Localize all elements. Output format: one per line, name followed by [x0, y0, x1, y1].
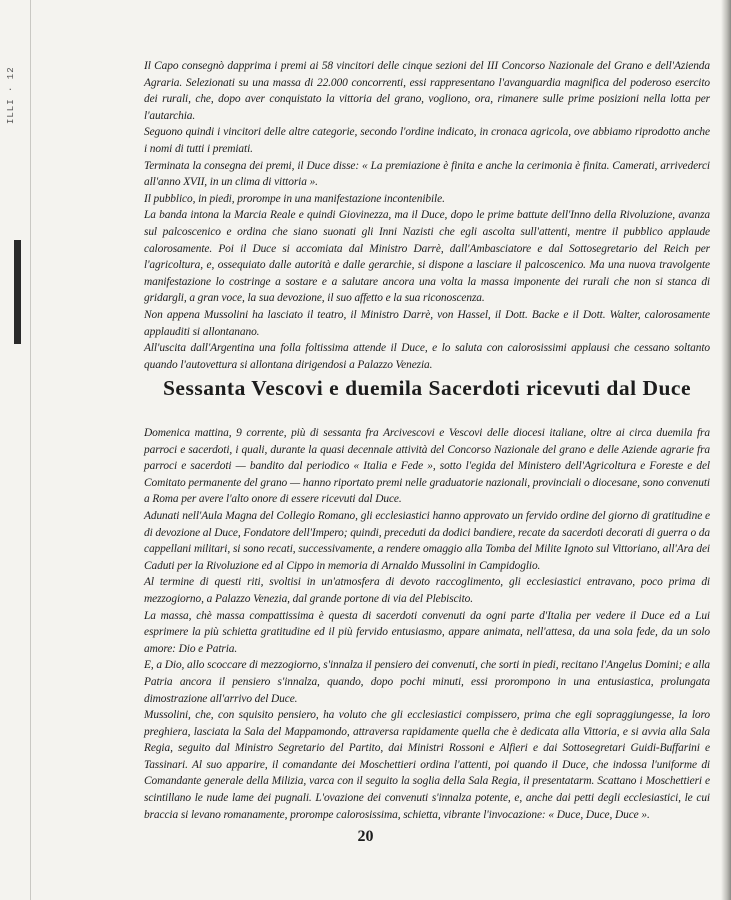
paragraph: Seguono quindi i vincitori delle altre categorie, secondo l'ordine indicato, in cronaca agricola, ove abbiamo riprodotto anche i nomi di tutti i premiati.: [144, 126, 710, 155]
scan-margin-label: ILLI · 12: [6, 66, 16, 124]
paragraph: Non appena Mussolini ha lasciato il teatro, il Ministro Darrè, von Hassel, il Dott. Backe e il Dott. Walter, calorosamente applauditi si allontanano.: [144, 308, 710, 338]
paragraph: Terminata la consegna dei premi, il Duce disse: « La premiazione è finita e anche la cerimonia è finita. Camerati, arrivederci all'anno XVII, in un clima di vittoria ».: [144, 159, 710, 189]
scan-marker-bar: [14, 240, 21, 344]
paragraph: E, a Dio, allo scoccare di mezzogiorno, s'innalza il pensiero dei convenuti, che sorti in piedi, recitano l'Angelus Domini; e alla Patria ancora il pensiero s'innalza, quando, dopo pochi minuti, essi prorompono in una entusiastica, prolungata dimostrazione all'arrivo del Duce.: [144, 659, 710, 705]
paragraph: La banda intona la Marcia Reale e quindi Giovinezza, ma il Duce, dopo le prime battute dell'Inno della Rivoluzione, avanza sul palcoscenico e ordina che siano suonati gli Inni Nazisti che egli ascolta sull'attenti, mentre il pubblico applaude calorosamente. Poi il Duce si accomiata dal Ministro Darrè, dall'Ambasciatore e dal Sottosegretario del Reich per l'agricoltura, e, ossequiato dalle autorità e dalle gerarchie, si dispone a lasciare il palcoscenico. Ma una nuova travolgente manifestazione lo costringe a sostare e a salutare ancora una volta la massa imponente dei rurali che non si stanca di gridargli, a gran voce, la sua devozione, il suo affetto e la sua riconoscenza.: [144, 209, 710, 305]
paragraph: La massa, chè massa compattissima è questa di sacerdoti convenuti da ogni parte d'Italia per vedere il Duce ed a Lui esprimere la più schietta gratitudine ed il più fervido entusiasmo, appare animata, nell'attesa, da una sola fede, da un solo amore: Dio e Patria.: [144, 609, 710, 655]
article-body: [144, 425, 710, 823]
report-section: [144, 58, 710, 373]
paragraph: Domenica mattina, 9 corrente, più di sessanta fra Arcivescovi e Vescovi delle diocesi italiane, oltre ai circa duemila fra parroci e sacerdoti, i quali, durante la quasi decennale attività del Concorso Nazionale del grano e delle Aziende agrarie fra parroci e sacerdoti — bandito dal periodico « Italia e Fede », sotto l'egida del Ministero dell'Agricoltura e Foreste e del Comitato permanente del grano — hanno riportato premi nelle graduatorie nazionali, provinciali o diocesane, sono convenuti a Roma per avere l'alto onore di essere ricevuti dal Duce.: [144, 427, 710, 506]
page-edge-shadow: [721, 0, 731, 900]
paragraph: Mussolini, che, con squisito pensiero, ha voluto che gli ecclesiastici compissero, prima che egli sopraggiungesse, la loro preghiera, lasciata la Sala del Mappamondo, attraversa rapidamente quella che è dedicata alla Vittoria, e si avvia alla Sala Regia, seguito dal Ministro Segretario del Partito, dai Ministri Rossoni e Alfieri e dai Sottosegretari Guidi-Buffarini e Tassinari. Al suo apparire, il comandante dei Moschettieri ordina l'attenti, poi quando il Duce, che indossa l'uniforme di Comandante generale della Milizia, varca con il seguito la soglia della Sala Regia, il presentatarm. Scattano i Moschettieri e scintillano le nude lame dei pugnali. L'ovazione dei convenuti s'innalza potente, e, anche dai petti degli ecclesiastici, le cui braccia si levano romanamente, prorompe calorosissima, schietta, vibrante l'invocazione: « Duce, Duce, Duce ».: [144, 709, 710, 821]
paragraph: Al termine di questi riti, svoltisi in un'atmosfera di devoto raccoglimento, gli ecclesiastici entravano, poco prima di mezzogiorno, a Palazzo Venezia, dal grande portone di via del Plebiscito.: [144, 576, 710, 605]
paragraph: Adunati nell'Aula Magna del Collegio Romano, gli ecclesiastici hanno approvato un fervido ordine del giorno di gratitudine e di devozione al Duce, Fondatore dell'Impero; quindi, preceduti da dodici bandiere, recate da sacerdoti decorati di guerra o da cappellani militari, si sono recati, successivamente, a rendere omaggio alla Tomba del Milite Ignoto sul Vittoriano, all'Ara dei Caduti per la Rivoluzione ed al Cippo in memoria di Arnaldo Mussolini in Campidoglio.: [144, 509, 710, 572]
scan-left-margin: [0, 0, 38, 900]
article-heading: Sessanta Vescovi e duemila Sacerdoti ricevuti dal Duce: [162, 376, 692, 400]
paragraph: Il pubblico, in piedi, prorompe in una manifestazione incontenibile.: [144, 192, 445, 205]
paragraph: Il Capo consegnò dapprima i premi ai 58 vincitori delle cinque sezioni del III Concorso Nazionale del Grano e dell'Azienda Agraria. Selezionati su una massa di 22.000 concorrenti, essi rappresentano l'avanguardia magnifica del poderoso esercito dei rurali, che, dopo aver conquistato la vittoria del grano, vogliono, ora, rimanere sulle prime posizioni nella lotta per l'autarchia.: [144, 60, 710, 122]
paragraph: All'uscita dall'Argentina una folla foltissima attende il Duce, e lo saluta con calorosissimi applausi che cessano soltanto quando l'autovettura si allontana dirigendosi a Palazzo Venezia.: [144, 342, 710, 371]
scan-edge-line: [30, 0, 31, 900]
page-number: 20: [357, 828, 374, 845]
